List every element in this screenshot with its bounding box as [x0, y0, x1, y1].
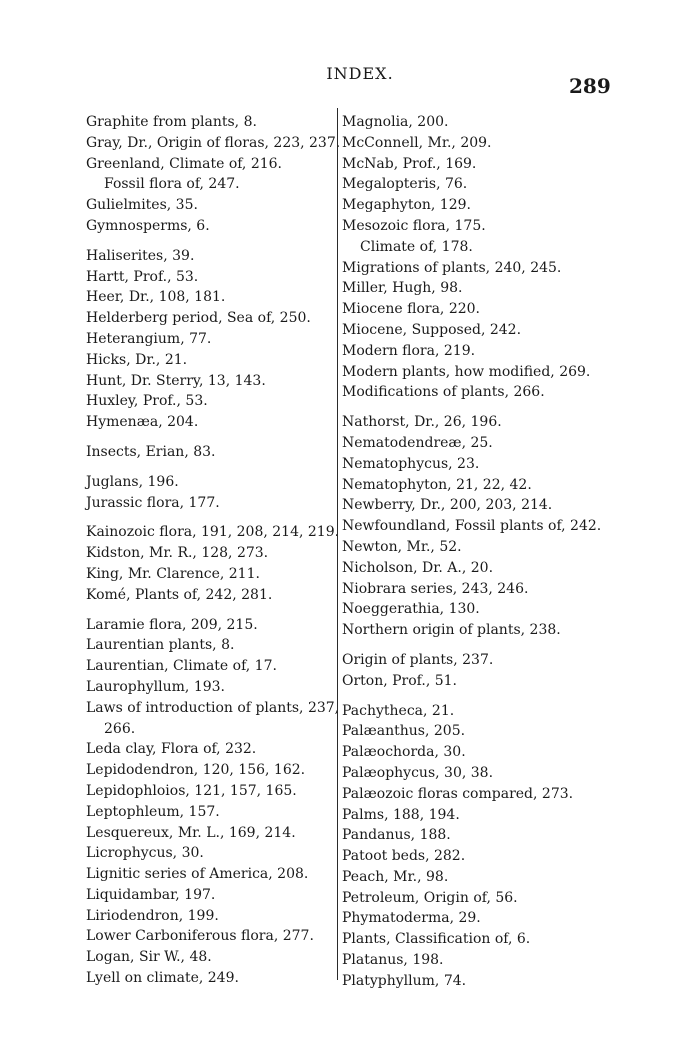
- running-head: INDEX.: [326, 64, 394, 83]
- index-subentry: Climate of, 178.: [360, 238, 473, 255]
- index-entry: Laurentian, Climate of, 17.: [86, 658, 277, 675]
- index-entry: McConnell, Mr., 209.: [342, 134, 492, 151]
- index-entry: Komé, Plants of, 242, 281.: [86, 586, 273, 603]
- index-entry: Leda clay, Flora of, 232.: [86, 741, 257, 758]
- index-subentry: 266.: [104, 720, 136, 737]
- index-entry: Laramie flora, 209, 215.: [86, 616, 258, 633]
- index-entry: Megaphyton, 129.: [342, 197, 471, 214]
- index-entry: Kainozoic flora, 191, 208, 214, 219.: [86, 524, 340, 541]
- page-number: 289: [569, 74, 611, 98]
- index-entry: Huxley, Prof., 53.: [86, 393, 208, 410]
- index-entry: Jurassic flora, 177.: [86, 494, 220, 511]
- index-entry: Niobrara series, 243, 246.: [342, 580, 529, 597]
- index-entry: Heterangium, 77.: [86, 330, 212, 347]
- index-entry: Patoot beds, 282.: [342, 848, 466, 865]
- index-entry: Noeggerathia, 130.: [342, 601, 480, 618]
- index-subentry: Fossil flora of, 247.: [104, 176, 240, 193]
- index-entry: Miocene, Supposed, 242.: [342, 321, 522, 338]
- index-entry: Miocene flora, 220.: [342, 301, 480, 318]
- index-entry: Gymnosperms, 6.: [86, 217, 210, 234]
- index-entry: Insects, Erian, 83.: [86, 443, 216, 460]
- index-entry: Newton, Mr., 52.: [342, 538, 462, 555]
- index-entry: Palæozoic floras compared, 273.: [342, 785, 574, 802]
- index-entry: Plants, Classification of, 6.: [342, 931, 531, 948]
- index-entry: Megalopteris, 76.: [342, 176, 468, 193]
- index-entry: Platyphyllum, 74.: [342, 972, 467, 989]
- index-entry: Palæanthus, 205.: [342, 723, 466, 740]
- index-entry: Modern plants, how modified, 269.: [342, 363, 591, 380]
- index-entry: Lignitic series of America, 208.: [86, 866, 309, 883]
- index-entry: Modern flora, 219.: [342, 342, 476, 359]
- index-entry: Lyell on climate, 249.: [86, 970, 239, 987]
- index-entry: Peach, Mr., 98.: [342, 868, 449, 885]
- index-entry: Nematodendreæ, 25.: [342, 434, 493, 451]
- column-divider: [337, 108, 338, 980]
- left-index-column: [86, 112, 346, 989]
- index-entry: Kidston, Mr. R., 128, 273.: [86, 545, 269, 562]
- index-entry: Hymenæa, 204.: [86, 414, 199, 431]
- index-entry: Orton, Prof., 51.: [342, 672, 457, 689]
- index-entry: Northern origin of plants, 238.: [342, 622, 561, 639]
- index-entry: Newfoundland, Fossil plants of, 242.: [342, 518, 602, 535]
- index-entry: Petroleum, Origin of, 56.: [342, 889, 518, 906]
- index-entry: Leptophleum, 157.: [86, 803, 220, 820]
- index-entry: Nicholson, Dr. A., 20.: [342, 559, 494, 576]
- right-index-column: [342, 112, 602, 992]
- index-entry: Nematophyton, 21, 22, 42.: [342, 476, 532, 493]
- index-entry: Liriodendron, 199.: [86, 907, 219, 924]
- index-entry: Palms, 188, 194.: [342, 806, 460, 823]
- index-entry: McNab, Prof., 169.: [342, 155, 477, 172]
- index-entry: Pandanus, 188.: [342, 827, 451, 844]
- index-entry: Heer, Dr., 108, 181.: [86, 289, 226, 306]
- index-entry: Migrations of plants, 240, 245.: [342, 259, 562, 276]
- index-entry: Platanus, 198.: [342, 952, 444, 969]
- index-entry: Newberry, Dr., 200, 203, 214.: [342, 497, 553, 514]
- index-entry: King, Mr. Clarence, 211.: [86, 565, 260, 582]
- index-entry: Modifications of plants, 266.: [342, 384, 545, 401]
- index-entry: Lepidophloios, 121, 157, 165.: [86, 782, 297, 799]
- index-entry: Hunt, Dr. Sterry, 13, 143.: [86, 372, 266, 389]
- index-entry: Lepidodendron, 120, 156, 162.: [86, 762, 306, 779]
- index-entry: Nematophycus, 23.: [342, 455, 480, 472]
- index-entry: Gray, Dr., Origin of floras, 223, 237.: [86, 134, 341, 151]
- index-entry: Mesozoic flora, 175.: [342, 217, 486, 234]
- index-entry: Liquidambar, 197.: [86, 886, 216, 903]
- index-entry: Lesquereux, Mr. L., 169, 214.: [86, 824, 296, 841]
- index-entry: Hicks, Dr., 21.: [86, 351, 188, 368]
- index-entry: Greenland, Climate of, 216.: [86, 155, 282, 172]
- index-entry: Nathorst, Dr., 26, 196.: [342, 414, 502, 431]
- index-entry: Origin of plants, 237.: [342, 651, 494, 668]
- index-entry: Miller, Hugh, 98.: [342, 280, 463, 297]
- index-entry: Hartt, Prof., 53.: [86, 268, 199, 285]
- index-entry: Magnolia, 200.: [342, 114, 449, 130]
- index-entry: Helderberg period, Sea of, 250.: [86, 310, 311, 327]
- index-entry: Gulielmites, 35.: [86, 197, 198, 214]
- index-entry: Juglans, 196.: [86, 473, 179, 490]
- index-entry: Logan, Sir W., 48.: [86, 949, 212, 966]
- index-entry: Phymatoderma, 29.: [342, 910, 481, 927]
- index-entry: Graphite from plants, 8.: [86, 114, 257, 130]
- index-entry: Palæochorda, 30.: [342, 744, 466, 761]
- index-entry: Laws of introduction of plants, 237,: [86, 699, 340, 716]
- index-entry: Laurentian plants, 8.: [86, 637, 235, 654]
- index-entry: Licrophycus, 30.: [86, 845, 204, 862]
- index-entry: Haliserites, 39.: [86, 247, 195, 264]
- index-entry: Palæophycus, 30, 38.: [342, 764, 494, 781]
- index-entry: Laurophyllum, 193.: [86, 678, 225, 695]
- index-entry: Pachytheca, 21.: [342, 702, 455, 719]
- index-entry: Lower Carboniferous flora, 277.: [86, 928, 314, 945]
